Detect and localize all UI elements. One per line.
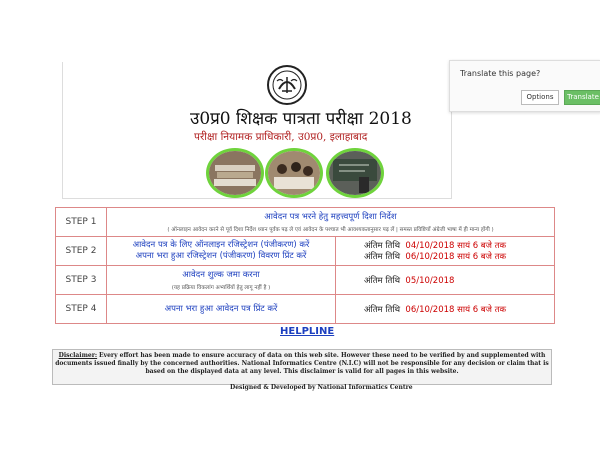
instructions-link[interactable]: आवेदन पत्र भरने हेतु महत्त्वपूर्ण दिशा निर्देश — [264, 211, 397, 222]
page-subtitle: परीक्षा नियामक प्राधिकारी, उ0प्र0, इलाहाबाद — [194, 131, 368, 143]
last-date-value: 04/10/2018 सायं 6 बजे तक — [405, 241, 507, 251]
books-photo — [206, 148, 264, 198]
last-date-label: अंतिम तिथि — [364, 241, 401, 251]
step-label: STEP 3 — [56, 266, 107, 295]
designed-by: Designed & Developed by National Informatics Centre — [230, 384, 413, 391]
last-date-value: 06/10/2018 सायं 6 बजे तक — [405, 304, 507, 315]
page-title: उ0प्र0 शिक्षक पात्रता परीक्षा 2018 — [190, 109, 412, 129]
translate-popup — [449, 60, 600, 112]
steps-table — [55, 207, 555, 324]
step-label: STEP 1 — [56, 208, 107, 237]
step-3-dates — [336, 266, 555, 295]
last-date-label: अंतिम तिथि — [364, 275, 401, 286]
last-date-value: 06/10/2018 सायं 6 बजे तक — [405, 252, 507, 262]
table-row — [56, 208, 555, 237]
last-date-label: अंतिम तिथि — [364, 304, 401, 315]
disclaimer-box — [52, 349, 552, 385]
fee-note: (यह प्रक्रिया विकलांग अभ्यर्थियों हेतु लागू नहीं है ) — [171, 284, 271, 291]
instructions-note: ( ऑनलाइन आवेदन करने से पूर्व दिशा निर्देश ध्यान पूर्वक पढ़ ले एवं आवेदन के पश्चात भी आवश्यकतानुसार पढ़ लें | समस्त प्रविष्टियाँ अंग्रेजी भाषा में ही मान्य होंगी ) — [167, 226, 494, 233]
last-date-label: अंतिम तिथि — [364, 252, 401, 262]
step-4-dates — [336, 295, 555, 324]
last-date-value: 05/10/2018 — [405, 275, 455, 286]
students-photo — [265, 148, 323, 198]
print-registration-link[interactable]: अपना भरा हुआ रजिस्ट्रेशन (पंजीकरण) विवरण प्रिंट करें — [135, 251, 307, 261]
table-row — [56, 295, 555, 324]
disclaimer-heading: Disclaimer: — [58, 352, 98, 359]
step-2-actions — [107, 237, 336, 266]
step-4-actions — [107, 295, 336, 324]
step-label: STEP 4 — [56, 295, 107, 324]
table-row — [56, 266, 555, 295]
fee-payment-link[interactable]: आवेदन शुल्क जमा करना — [182, 269, 260, 280]
step-label: STEP 2 — [56, 237, 107, 266]
options-button[interactable]: Options — [521, 90, 559, 105]
step-3-actions — [107, 266, 336, 295]
step-1-instructions — [107, 208, 555, 237]
disclaimer-text: Every effort has been made to ensure accuracy of data on this web site. However these need to be verified by and supplemented with documents issued finally by the concerned authorities. National Informatics Centre (N.I.C) will not be responsible for any decision or claim that is based on the displayed data at any level. This disclaimer is valid for all pages in this website. — [55, 352, 549, 375]
translate-question: Translate this page? — [460, 69, 541, 78]
classroom-photo — [326, 148, 384, 198]
translate-button[interactable]: Translate — [564, 90, 600, 105]
step-2-dates — [336, 237, 555, 266]
print-application-link[interactable]: अपना भरा हुआ आवेदन पत्र प्रिंट करें — [164, 303, 278, 314]
registration-link[interactable]: आवेदन पत्र के लिए ऑनलाइन रजिस्ट्रेशन (पंजीकरण) करें — [132, 240, 310, 250]
helpline-link[interactable]: HELPLINE — [280, 326, 335, 337]
up-emblem-logo — [262, 63, 312, 107]
table-row — [56, 237, 555, 266]
